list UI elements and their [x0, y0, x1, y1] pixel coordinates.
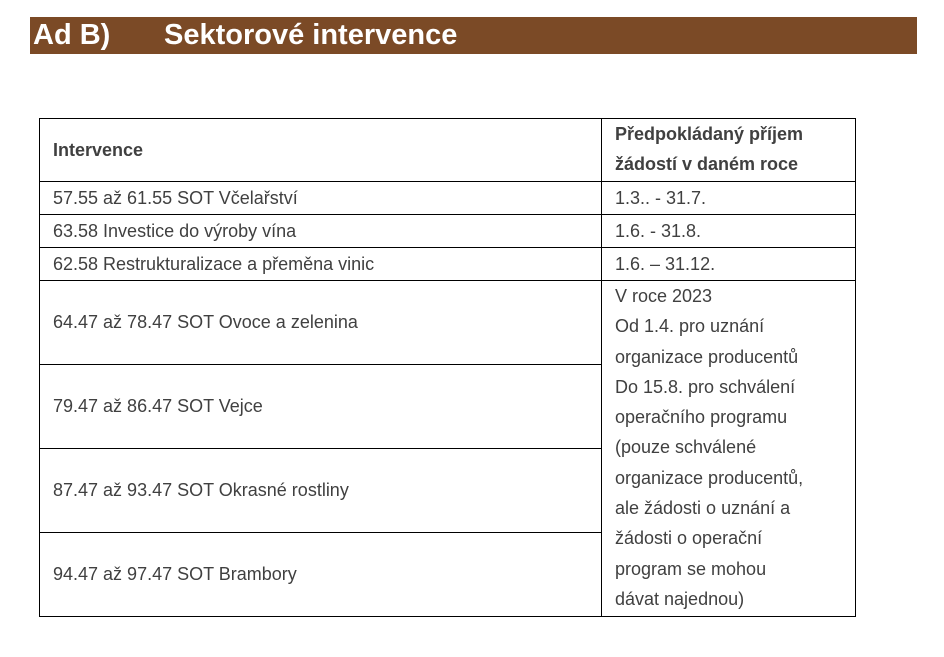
table-row — [40, 281, 856, 365]
period-note-line: Do 15.8. pro schválení — [615, 376, 796, 397]
intervention-cell: 63.58 Investice do výroby vína — [40, 215, 602, 248]
intervention-cell: 94.47 až 97.47 SOT Brambory — [40, 533, 602, 617]
table-row — [40, 215, 856, 248]
table-header-row — [40, 119, 856, 182]
period-note-line: organizace producentů, — [615, 467, 804, 488]
period-note-line: dávat najednou) — [615, 588, 745, 609]
section-heading — [30, 17, 917, 54]
period-note-line: ale žádosti o uznání a — [615, 498, 791, 519]
table-row — [40, 248, 856, 281]
period-cell: 1.6. - 31.8. — [602, 215, 856, 248]
interventions-table — [39, 118, 856, 617]
period-cell: 1.6. – 31.12. — [602, 248, 856, 281]
intervention-cell: 62.58 Restrukturalizace a přeměna vinic — [40, 248, 602, 281]
intervention-cell: 79.47 až 86.47 SOT Vejce — [40, 365, 602, 449]
section-number: Ad B) — [33, 19, 111, 51]
period-note-line: operačního programu — [615, 407, 788, 428]
header-intervention: Intervence — [40, 119, 602, 182]
period-note-line: V roce 2023 — [615, 286, 713, 306]
period-note-line: program se mohou — [615, 558, 767, 579]
merged-period-cell — [602, 281, 856, 617]
period-note-line: (pouze schválené — [615, 437, 757, 458]
intervention-cell: 64.47 až 78.47 SOT Ovoce a zelenina — [40, 281, 602, 365]
section-title: Sektorové intervence — [164, 19, 458, 51]
intervention-cell: 87.47 až 93.47 SOT Okrasné rostliny — [40, 449, 602, 533]
header-period-line2: žádostí v daném roce — [615, 154, 799, 174]
period-note-line: Od 1.4. pro uznání — [615, 316, 765, 337]
header-period — [602, 119, 856, 182]
period-note-line: organizace producentů — [615, 346, 799, 367]
period-cell: 1.3.. - 31.7. — [602, 182, 856, 215]
table-row — [40, 182, 856, 215]
header-period-line1: Předpokládaný příjem — [615, 124, 804, 144]
period-note-line: žádosti o operační — [615, 528, 763, 549]
intervention-cell: 57.55 až 61.55 SOT Včelařství — [40, 182, 602, 215]
